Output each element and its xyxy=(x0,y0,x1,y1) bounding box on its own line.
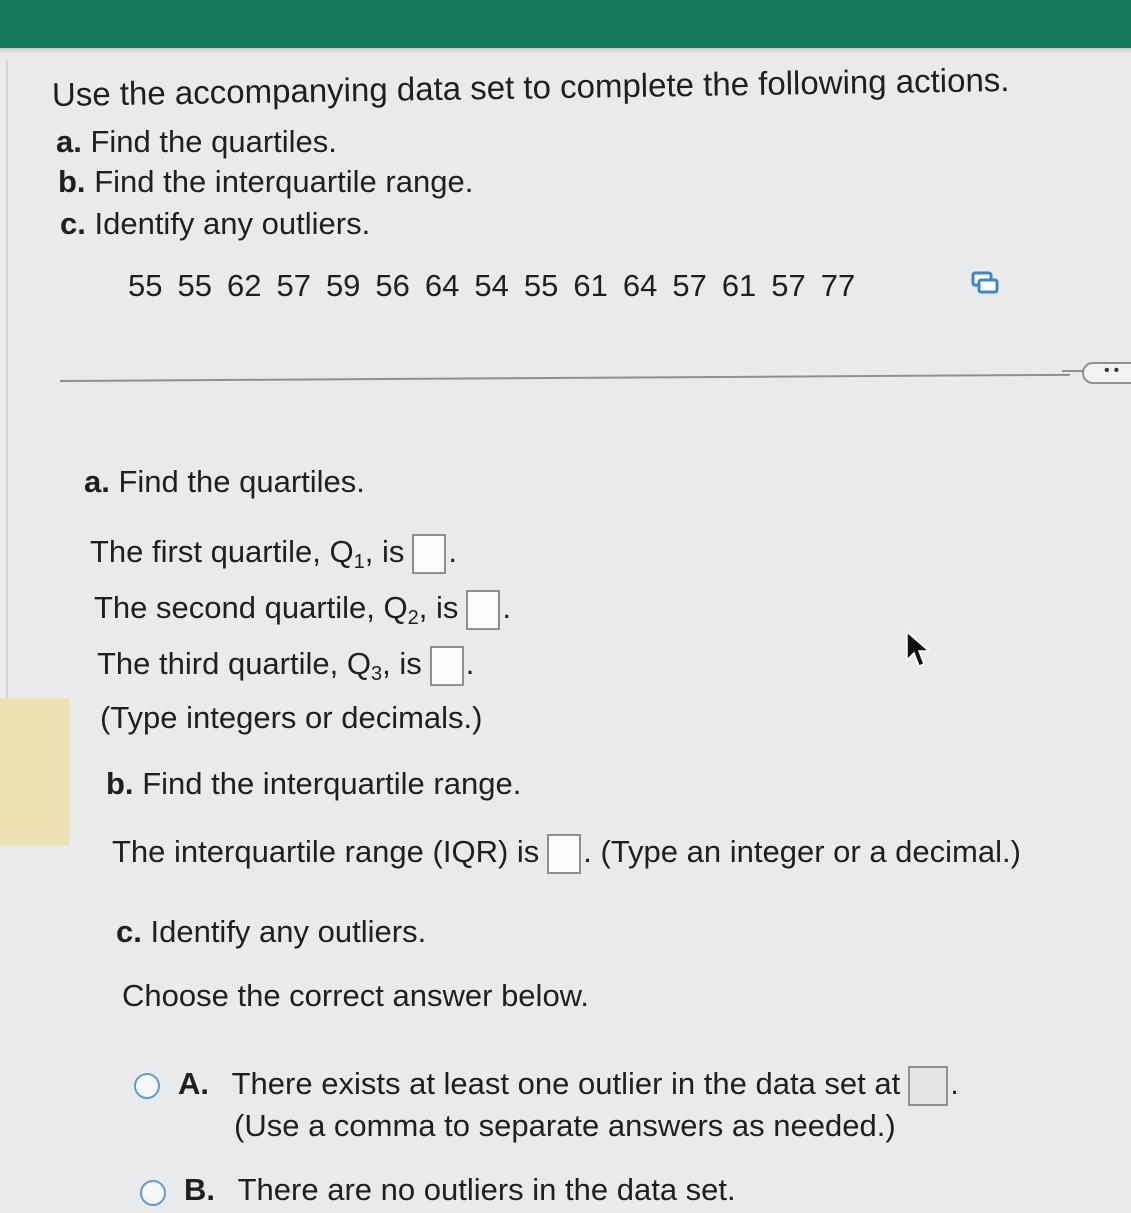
option-a-letter: A. xyxy=(178,1066,209,1102)
option-a-radio[interactable] xyxy=(134,1073,160,1099)
divider-connector xyxy=(1062,370,1084,372)
part-c-title: Identify any outliers. xyxy=(150,914,427,949)
option-a-text: There exists at least one outlier in the data set at xyxy=(231,1066,901,1102)
q3-label-suffix: , is xyxy=(382,646,422,682)
data-value: 64 xyxy=(424,268,460,303)
task-c-letter: c. xyxy=(60,206,86,241)
part-a-letter: a. xyxy=(84,464,110,499)
q1-subscript: 1 xyxy=(353,551,365,574)
iqr-answer-box[interactable] xyxy=(547,834,581,874)
task-c-text: Identify any outliers. xyxy=(94,206,371,241)
q3-period: . xyxy=(465,646,475,682)
left-border xyxy=(6,60,8,700)
part-c-heading xyxy=(116,914,426,950)
q2-period: . xyxy=(502,590,511,626)
data-value: 55 xyxy=(523,268,559,303)
data-value: 54 xyxy=(474,268,509,303)
option-b-radio[interactable] xyxy=(140,1180,166,1206)
data-value: 61 xyxy=(721,268,757,303)
q1-answer-box[interactable] xyxy=(412,534,446,574)
q3-line xyxy=(97,646,474,686)
part-a-heading xyxy=(84,464,365,500)
option-b[interactable] xyxy=(184,1172,736,1208)
problem-intro: Use the accompanying data set to complete the following actions. xyxy=(51,60,1010,113)
task-a-text: Find the quartiles. xyxy=(90,124,337,159)
more-options-icon[interactable]: •• xyxy=(1082,362,1131,384)
q2-answer-box[interactable] xyxy=(466,590,500,630)
data-value: 77 xyxy=(820,268,856,303)
iqr-label: The interquartile range (IQR) is xyxy=(112,834,540,870)
option-a[interactable] xyxy=(178,1066,959,1106)
part-a-hint: (Type integers or decimals.) xyxy=(100,700,483,735)
data-value: 57 xyxy=(672,268,707,303)
copy-icon[interactable] xyxy=(970,270,1000,296)
data-value: 57 xyxy=(276,268,311,303)
q2-subscript: 2 xyxy=(407,607,419,630)
task-a-letter: a. xyxy=(56,124,82,159)
task-b-text: Find the interquartile range. xyxy=(94,164,474,199)
task-b-letter: b. xyxy=(58,164,86,199)
section-divider xyxy=(60,374,1070,382)
data-value: 55 xyxy=(128,268,163,303)
data-value: 61 xyxy=(573,268,608,303)
part-c-instruction: Choose the correct answer below. xyxy=(122,978,589,1013)
task-b xyxy=(58,164,473,200)
q1-label: The first quartile, Q xyxy=(90,534,354,570)
option-a-note: (Use a comma to separate answers as needed.) xyxy=(234,1108,896,1143)
header-shadow xyxy=(0,48,1131,54)
option-b-text: There are no outliers in the data set. xyxy=(237,1172,736,1207)
task-a xyxy=(56,124,337,160)
iqr-line xyxy=(112,834,1021,874)
side-highlight-marker xyxy=(0,698,70,846)
q1-line xyxy=(90,534,457,574)
q3-subscript: 3 xyxy=(370,663,383,686)
data-set xyxy=(128,268,870,304)
q3-label: The third quartile, Q xyxy=(97,646,371,682)
data-value: 57 xyxy=(771,268,806,303)
q2-label: The second quartile, Q xyxy=(94,590,408,626)
q1-period: . xyxy=(448,534,457,570)
data-value: 59 xyxy=(325,268,361,303)
data-value: 55 xyxy=(177,268,212,303)
part-b-title: Find the interquartile range. xyxy=(142,766,522,801)
iqr-suffix: . (Type an integer or a decimal.) xyxy=(583,834,1021,870)
option-a-period: . xyxy=(950,1066,959,1102)
data-value: 62 xyxy=(226,268,262,303)
part-b-heading xyxy=(106,766,521,802)
part-b-letter: b. xyxy=(106,766,134,801)
q1-label-suffix: , is xyxy=(364,534,405,570)
outlier-answer-box[interactable] xyxy=(908,1066,948,1106)
task-c xyxy=(60,206,370,242)
part-a-title: Find the quartiles. xyxy=(118,464,365,499)
mouse-pointer-icon xyxy=(904,630,932,670)
top-header-bar xyxy=(0,0,1131,48)
option-b-letter: B. xyxy=(184,1172,215,1207)
data-value: 56 xyxy=(375,268,410,303)
part-c-letter: c. xyxy=(116,914,142,949)
q2-label-suffix: , is xyxy=(418,590,459,626)
data-value: 64 xyxy=(622,268,658,303)
q3-answer-box[interactable] xyxy=(430,646,464,686)
q2-line xyxy=(94,590,511,630)
